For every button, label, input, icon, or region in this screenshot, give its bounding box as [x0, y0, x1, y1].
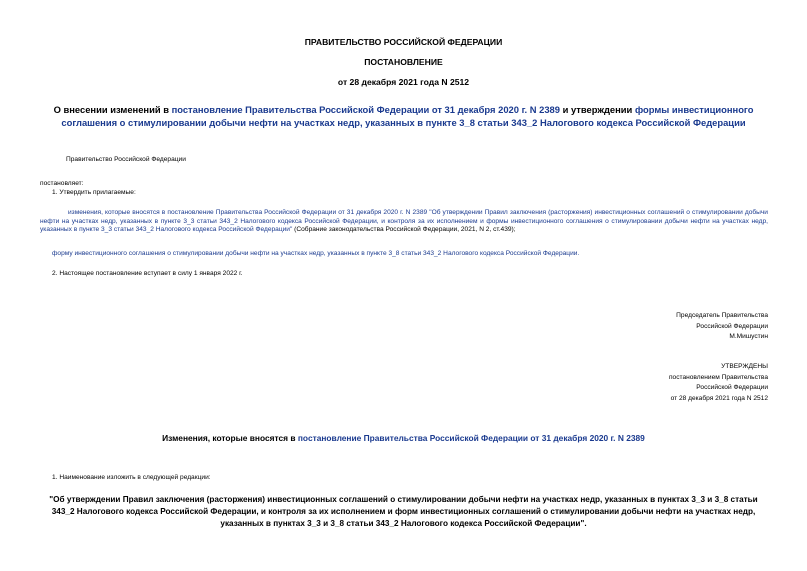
- government-name: Правительство Российской Федерации: [66, 156, 186, 163]
- title-text-part1: О внесении изменений в: [53, 104, 172, 115]
- signature-line-2: Российской Федерации: [696, 322, 768, 330]
- document-date: от 28 декабря 2021 года N 2512: [337, 77, 470, 87]
- document-type: ПОСТАНОВЛЕНИЕ: [364, 57, 443, 67]
- changes-item-1: 1. Наименование изложить в следующей редакции:: [52, 474, 211, 481]
- new-title-quote: "Об утверждении Правил заключения (расторжения) инвестиционных соглашений о стимулировании добычи нефти на участках недр, указанных в пунктах 3_3 и 3_8 статьи 343_2 Налогового кодекса Российской Федерации, и контроля за их исполнением и форм инвестиционных соглашений о стимулировании добычи нефти на участках недр, указанных в пунктах 3_3 и 3_8 статьи 343_2 Налогового кодекса Российской Федерации".: [49, 495, 758, 528]
- title-link-resolution-2389[interactable]: постановление Правительства Российской Федерации от 31 декабря 2020 г. N 2389: [171, 104, 560, 115]
- document-title: [30, 103, 777, 129]
- changes-paragraph: [40, 209, 768, 235]
- form-link[interactable]: форму инвестиционного соглашения о стимулировании добычи нефти на участках недр, указанных в пункте 3_8 статьи 343_2 Налогового кодекса Российской Федерации.: [52, 250, 580, 257]
- changes-heading-link[interactable]: постановление Правительства Российской Федерации от 31 декабря 2020 г. N 2389: [297, 433, 645, 443]
- item-2-effective: 2. Настоящее постановление вступает в силу 1 января 2022 г.: [52, 270, 243, 277]
- approved-line-1: УТВЕРЖДЕНЫ: [721, 363, 768, 370]
- changes-link[interactable]: изменения, которые вносятся в постановление Правительства Российской Федерации от 31 декабря 2020 г. N 2389 "Об утверждении Правил заключения (расторжения) инвестиционных соглашений о стимулировании добычи нефти на участках недр, указанных в пункте 3_3 статьи 343_2 Налогового кодекса Российской Федерации, и контроля за их исполнением и формы инвестиционного соглашения о стимулировании добычи нефти на участках недр, указанных в пункте 3_3 статьи 343_2 Налогового кодекса Российской Федерации": [40, 209, 768, 234]
- item-1-approve: 1. Утвердить прилагаемые:: [52, 189, 136, 196]
- changes-heading-text: Изменения, которые вносятся в: [162, 433, 298, 443]
- title-link-agreement-form[interactable]: формы инвестиционного соглашения о стимулировании добычи нефти на участках недр, указанных в пункте 3_8 статьи 343_2 Налогового кодекса Российской Федерации: [61, 104, 754, 128]
- approved-line-3: Российской Федерации: [696, 384, 768, 392]
- approved-line-2: постановлением Правительства: [668, 373, 768, 381]
- changes-heading: [0, 433, 807, 443]
- signature-block: [600, 311, 768, 343]
- title-text-part2: и утверждении: [559, 104, 635, 115]
- approved-block: [600, 362, 768, 404]
- government-header: ПРАВИТЕЛЬСТВО РОССИЙСКОЙ ФЕДЕРАЦИИ: [304, 37, 503, 47]
- changes-source: (Собрание законодательства Российской Федерации, 2021, N 2, ст.439);: [292, 226, 516, 234]
- signature-line-1: Председатель Правительства: [676, 312, 768, 319]
- signature-line-3: М.Мишустин: [729, 333, 768, 341]
- resolves-text: постановляет:: [40, 180, 84, 187]
- approved-line-4: от 28 декабря 2021 года N 2512: [670, 394, 768, 402]
